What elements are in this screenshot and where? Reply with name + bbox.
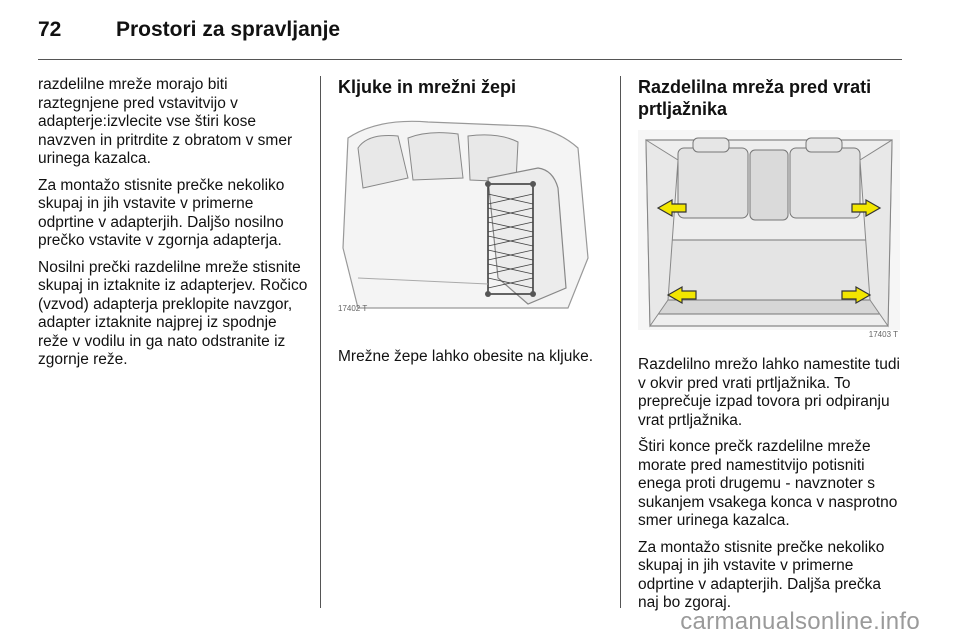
page-title: Prostori za spravljanje <box>116 18 341 41</box>
figure-net-pocket <box>338 108 610 318</box>
paragraph: Razdelilno mrežo lahko namestite tudi v okvir pred vrati prtljažnika. To preprečuje izpad tovora pri odpiranju vrat prtljažnika. <box>638 356 900 429</box>
column-2 <box>338 76 610 375</box>
page-number: 72 <box>38 18 62 41</box>
figure-label: 17402 T <box>338 304 368 313</box>
column-divider-1 <box>320 76 321 608</box>
paragraph: Za montažo stisnite prečke nekoliko skupaj in jih vstavite v primerne odprtine v adapterjih. Daljša prečka naj bo zgoraj. <box>638 538 885 611</box>
paragraph: razdelilne mreže morajo biti raztegnjene pred vstavitvijo v adapterje:izvlecite vse štiri kose navzven in pritrdite z obratom v smer urinega kazalca. <box>38 76 293 167</box>
column-3 <box>638 76 900 621</box>
figure-caption: Mrežne žepe lahko obesite na kljuke. <box>338 348 594 365</box>
paragraph: Nosilni prečki razdelilne mreže stisnite skupaj in iztaknite iz adapterjev. Ročico (vzvod) adapterja preklopite navzgor, adapter iztaknite najprej iz spodnje reže v vodilu in ga nato odstranite iz zgornje reže. <box>38 258 308 368</box>
figure-label: 17403 T <box>868 330 898 339</box>
net-pocket-illustration <box>338 108 610 318</box>
column-divider-2 <box>620 76 621 608</box>
page-header <box>38 18 340 42</box>
paragraph: Za montažo stisnite prečke nekoliko skupaj in jih vstavite v primerne odprtine v adapterjih. Daljšo nosilno prečko vstavite v zgornja adapterja. <box>38 176 285 249</box>
section-heading-partition-net: Razdelilna mreža pred vrati prtljažnika <box>638 77 872 119</box>
section-heading-hooks: Kljuke in mrežni žepi <box>338 77 517 97</box>
figure-partition-net <box>638 130 900 342</box>
paragraph: Štiri konce prečk razdelilne mreže morate pred namestitvijo potisniti enega proti drugemu - navznoter s sukanjem vsakega konca v nasprotno smer urinega kazalca. <box>638 438 898 529</box>
partition-net-illustration <box>638 130 900 342</box>
header-rule <box>38 59 902 60</box>
column-1 <box>38 76 310 378</box>
watermark: carmanualsonline.info <box>680 608 920 635</box>
